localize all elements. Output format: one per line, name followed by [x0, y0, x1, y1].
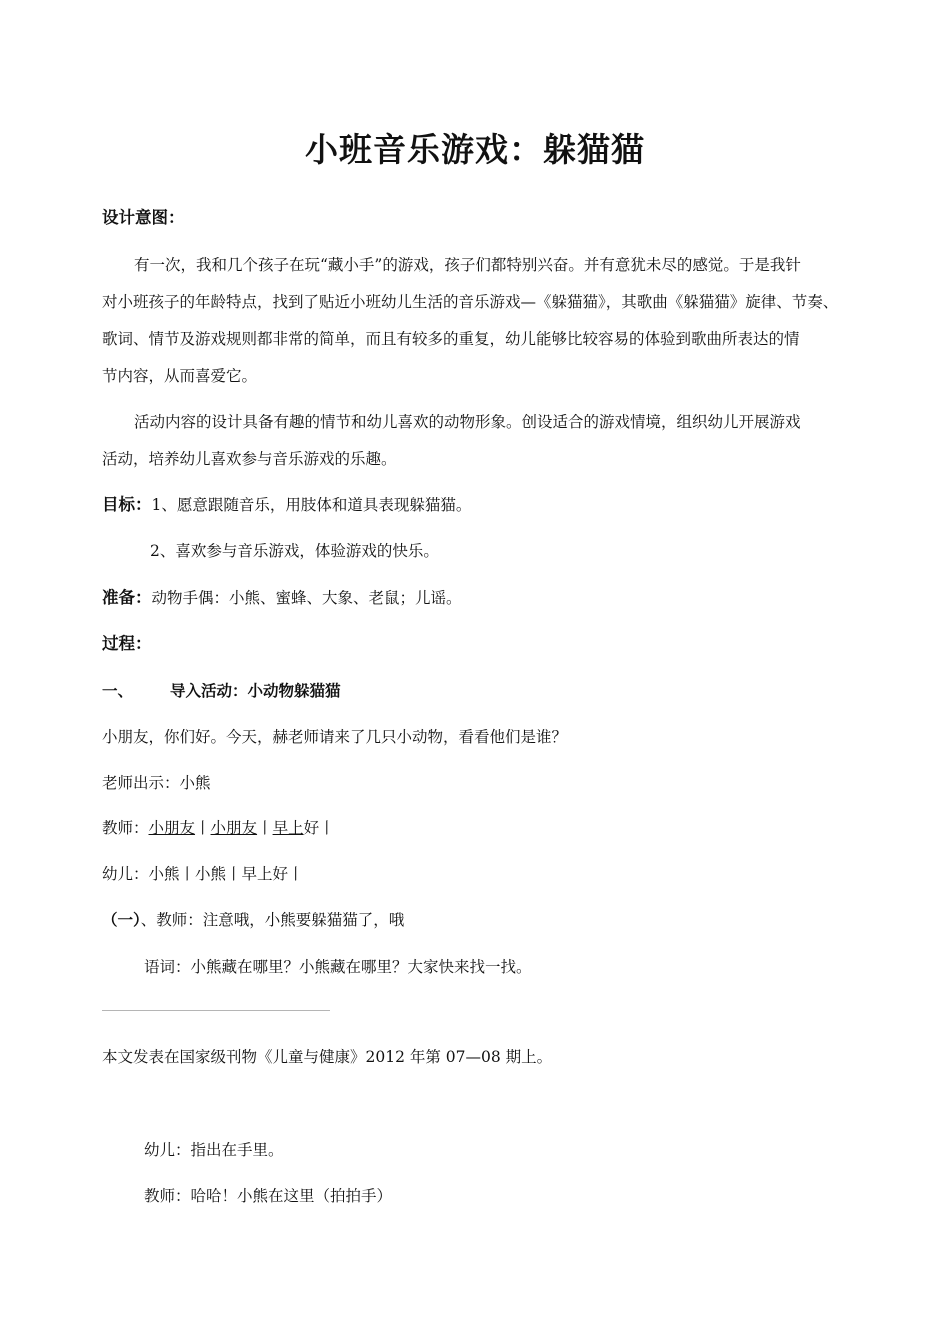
greeting-word-2: 小朋友 — [210, 819, 258, 837]
document-title: 小班音乐游戏：躲猫猫 — [305, 130, 645, 169]
design-intent-p1-line-4: 节内容，从而喜爱它。 — [102, 367, 258, 385]
section1-title: 导入活动：小动物躲猫猫 — [170, 682, 341, 700]
design-intent-p2-line-1: 活动内容的设计具备有趣的情节和幼儿喜欢的动物形象。创设适合的游戏情境，组织幼儿开展游戏 — [134, 413, 801, 431]
separator: 丨 — [257, 819, 273, 837]
design-intent-p1-line-2: 对小班孩子的年龄特点，找到了贴近小班幼儿生活的音乐游戏—《躲猫猫》，其歌曲《躲猫猫》旋律、节奏、 — [102, 293, 839, 311]
goals-line-1 — [102, 495, 471, 515]
preparation-label: 准备： — [102, 588, 152, 607]
teacher-prefix: 教师： — [102, 819, 149, 837]
separator: 丨 — [319, 819, 335, 837]
greeting-word-1: 小朋友 — [148, 819, 196, 837]
intro-line: 小朋友，你们好。今天，赫老师请来了几只小动物，看看他们是谁？ — [102, 728, 568, 746]
goal-item-2: 2、喜欢参与音乐游戏，体验游戏的快乐。 — [150, 542, 439, 560]
separator: 丨 — [195, 819, 211, 837]
continuation-line-2: 教师：哈哈！小熊在这里（拍拍手） — [144, 1187, 393, 1205]
verse-line: 语词：小熊藏在哪里？小熊藏在哪里？大家快来找一找。 — [144, 958, 532, 976]
greeting-word-3: 早上 — [272, 819, 304, 837]
teacher-greeting-line — [102, 818, 335, 838]
footnote: 本文发表在国家级刊物《儿童与健康》2012 年第 07—08 期上。 — [102, 1048, 553, 1066]
design-intent-p1-line-3: 歌词、情节及游戏规则都非常的简单，而且有较多的重复，幼儿能够比较容易的体验到歌曲所表达的情 — [102, 330, 800, 348]
subsection-1-text: 、教师：注意哦，小熊要躲猫猫了，哦 — [140, 911, 405, 929]
process-heading: 过程： — [102, 634, 152, 653]
goal-item-1: 1、愿意跟随音乐，用肢体和道具表现躲猫猫。 — [151, 496, 472, 514]
child-greeting-line: 幼儿：小熊丨小熊丨早上好丨 — [102, 865, 304, 883]
subsection-1-line — [102, 910, 404, 930]
design-intent-p2-line-2: 活动，培养幼儿喜欢参与音乐游戏的乐趣。 — [102, 450, 397, 468]
preparation-text: 动物手偶：小熊、蜜蜂、大象、老鼠；儿谣。 — [151, 589, 462, 607]
goals-label: 目标： — [102, 495, 152, 514]
continuation-line-1: 幼儿：指出在手里。 — [144, 1141, 284, 1159]
design-intent-heading: 设计意图： — [102, 208, 185, 227]
subsection-1-label: （一） — [102, 911, 141, 929]
footnote-divider — [102, 1010, 330, 1011]
section1-number: 一、 — [102, 682, 134, 700]
teacher-shows-line: 老师出示：小熊 — [102, 774, 211, 792]
preparation-line — [102, 588, 462, 608]
design-intent-p1-line-1: 有一次，我和几个孩子在玩“藏小手”的游戏，孩子们都特别兴奋。并有意犹未尽的感觉。于是我针 — [134, 256, 801, 274]
greeting-word-4: 好 — [303, 819, 320, 837]
